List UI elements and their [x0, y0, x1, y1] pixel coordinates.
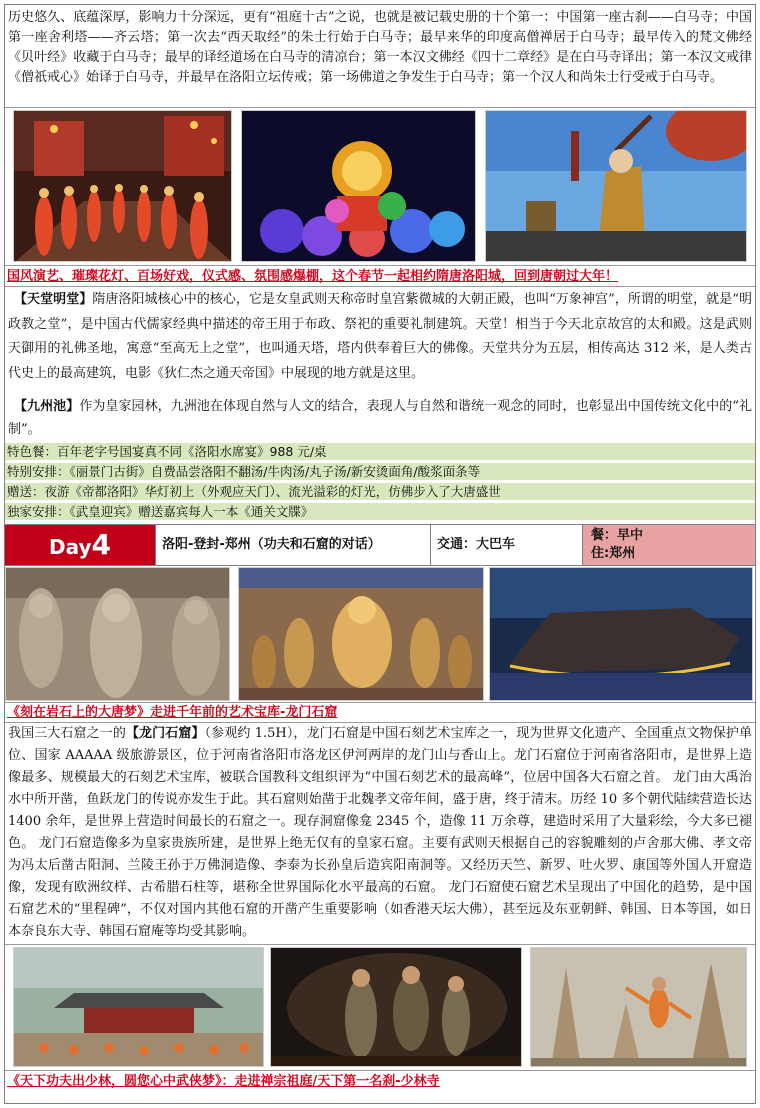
baima-intro [5, 8, 755, 108]
photo-row-shaolin [5, 945, 755, 1071]
tiantang-section [5, 288, 755, 390]
day-meal-stay [582, 525, 755, 565]
longmen-title: 【龙门石窟】 [125, 726, 205, 741]
jiuzhou-text: 作为皇家园林，九洲池在体现自然与人文的结合，表现人与自然和谐统一观念的同时，也彰显出中国传统文化中的“礼制”。 [8, 399, 752, 437]
longmen-section [5, 723, 755, 945]
tiantang-text: 隋唐洛阳城核心中的核心，它是女皇武则天称帝时皇宫紫微城的大朝正殿，也叫“万象神宫”，所谓的明堂，就是“明政教之堂”，是中国古代儒家经典中描述的帝王用于布政、祭祀的重要礼制建筑。天堂！相当于今天北京故宫的太和殿。这是武则天御用的礼佛圣地，寓意“至高无上之堂”，也叫通天塔，塔内供奉着巨大的佛像。天堂共分为五层，相传高达 312 米，是人类古代史上的最高建筑，电影《狄仁杰之通天帝国》中展现的地方就是这里。 [8, 292, 752, 381]
caption-longmen: 《刻在岩石上的大唐梦》走进千年前的艺术宝库-龙门石窟 [5, 703, 755, 723]
photo-row-luoyang [5, 108, 755, 266]
photo-lanterns [241, 110, 476, 262]
caption-luoyang-newyear: 国风演艺、璀璨花灯、百场好戏，仪式感、氛围感爆棚，这个春节一起相约隋唐洛阳城，回到唐朝过大年！ [5, 266, 755, 287]
day-number: 4 [91, 528, 111, 561]
highlight-gift: 赠送：夜游《帝都洛阳》华灯初上（外观应天门）、流光溢彩的灯光，仿佛步入了大唐盛世 [5, 483, 755, 501]
longmen-text: （参观约 1.5H），龙门石窟是中国石刻艺术宝库之一，现为世界文化遗产、全国重点文物保护单位、国家 AAAAA 级旅游景区，位于河南省洛阳市洛龙区伊河两岸的龙门山与香山上。龙门石窟位于河南省洛阳市，是世界上造像最多、规模最大的石刻艺术宝库，被联合国教科文组织评为“中国石刻艺术的最高峰”，位居中国各大石窟之首。 龙门由大禹治水中所开凿，鱼跃龙门的传说亦发生于此。其石窟则始凿于北魏孝文帝年间，盛于唐，终于清末。历经 10 多个朝代陆续营造长达 1400 余年，是世界上营造时间最长的石窟之一。现存洞窟像龛 2345 个，造像 11 万余尊，建造时采用了大量彩绘，今大多已褪色。 龙门石窟造像多为皇家贵族所建，是世界上绝无仅有的皇家石窟。主要有武则天根据自己的容貌雕刻的卢舍那大佛、孝文帝为冯太后凿古阳洞、兰陵王孙于万佛洞造像、李泰为长孙皇后造宾阳南洞等。又经历天竺、新罗、吐火罗、康国等外国人开窟造像，发现有欧洲纹样、古希腊石柱等，堪称全世界国际化水平最高的石窟。 龙门石窟使石窟艺术呈现出了中国化的趋势，是中国石窟艺术的“里程碑”，不仅对国内其他石窟的开凿产生重要影响（如香港天坛大佛），甚至远及东亚朝鲜、韩国、日本等国，如日本奈良东大寺、韩国石窟庵等均受其影响。 [8, 726, 752, 939]
photo-kungfu-show [270, 947, 522, 1067]
day-route: 洛阳-登封-郑州（功夫和石窟的对话） [155, 525, 430, 565]
baima-intro-text: 历史悠久、底蕴深厚，影响力十分深远，更有“祖庭十古”之说，也就是被记载史册的十个第一：中国第一座古刹——白马寺；中国第一座舍利塔——齐云塔；第一次去“西天取经”的朱士行始于白马寺；最早来华的印度高僧禅居于白马寺；最早传入的梵文佛经《贝叶经》收藏于白马寺；最早的译经道场在白马寺的清凉台；第一本汉文佛经《四十二章经》是在白马寺译出；第一本汉文戒律《僧祇戒心》始译于白马寺，并最早在洛阳立坛传戒；第一场佛道之争发生于白马寺；第一个汉人和尚朱士行受戒于白马寺。 [8, 10, 752, 85]
caption-shaolin: 《天下功夫出少林，圆您心中武侠梦》：走进禅宗祖庭/天下第一名刹-少林寺 [7, 1074, 440, 1089]
jiuzhou-section [5, 395, 755, 441]
photo-tang-performance [13, 110, 232, 262]
day-transport: 交通：大巴车 [430, 525, 582, 565]
jiuzhou-title: 【九州池】 [14, 399, 80, 414]
day-badge [5, 525, 155, 565]
photo-longmen-statues [5, 567, 230, 701]
day4-header [5, 524, 755, 566]
day-label: Day [48, 535, 92, 559]
highlight-special-arrangement: 特别安排：《丽景门古街》自费品尝洛阳不翻汤/牛肉汤/丸子汤/新安烫面角/酸浆面条等 [5, 463, 755, 481]
day-meal: 餐：早中 [591, 528, 644, 543]
tiantang-paragraph [5, 288, 755, 386]
longmen-pre: 我国三大石窟之一的 [8, 726, 126, 741]
highlight-special-meal: 特色餐：百年老字号国宴真不同《洛阳水席宴》988 元/桌 [5, 443, 755, 461]
highlight-exclusive: 独家安排：《武皇迎宾》赠送嘉宾每人一本《通关文牒》 [5, 503, 755, 521]
photo-pagoda-forest [530, 947, 747, 1067]
jiuzhou-paragraph [5, 395, 755, 441]
itinerary-page [4, 4, 756, 1104]
tiantang-title: 【天堂明堂】 [14, 292, 93, 307]
photo-longmen-night [489, 567, 753, 701]
photo-longmen-lucena-buddha [238, 567, 484, 701]
longmen-paragraph [5, 723, 755, 943]
photo-shaolin-temple [13, 947, 264, 1067]
photo-drum-warrior [485, 110, 747, 262]
photo-row-longmen [5, 566, 755, 703]
day-stay: 住:郑州 [591, 546, 636, 561]
